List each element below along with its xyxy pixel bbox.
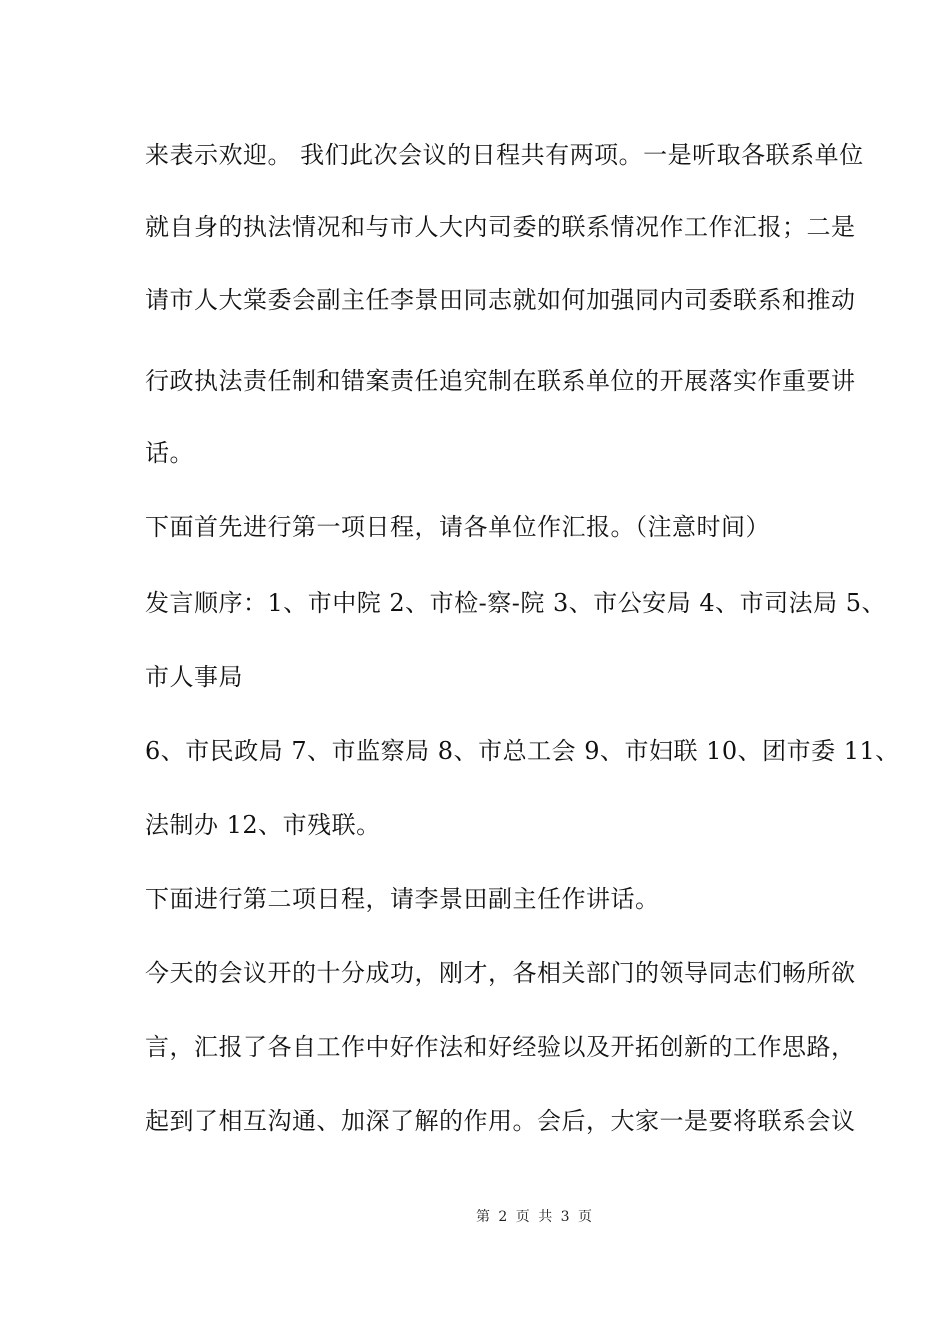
paragraph-line: 下面首先进行第一项日程，请各单位作汇报。（注意时间）	[145, 513, 770, 541]
paragraph-line: 行政执法责任制和错案责任追究制在联系单位的开展落实作重要讲	[145, 367, 856, 395]
paragraph-line: 请市人大棠委会副主任李景田同志就如何加强同内司委联系和推动	[145, 286, 856, 314]
paragraph-line: 起到了相互沟通、加深了解的作用。会后，大家一是要将联系会议	[145, 1107, 856, 1135]
paragraph-line: 法制办 12、市残联。	[145, 811, 381, 839]
paragraph-line: 话。	[145, 439, 194, 467]
paragraph-line: 来表示欢迎。 我们此次会议的日程共有两项。一是听取各联系单位	[145, 141, 864, 169]
page-number-footer: 第 2 页 共 3 页	[475, 1209, 595, 1225]
paragraph-line: 今天的会议开的十分成功，刚才，各相关部门的领导同志们畅所欲	[145, 959, 856, 987]
paragraph-line: 言，汇报了各自工作中好作法和好经验以及开拓创新的工作思路，	[145, 1033, 856, 1061]
paragraph-line: 市人事局	[145, 663, 243, 691]
paragraph-line: 下面进行第二项日程，请李景田副主任作讲话。	[145, 885, 660, 913]
paragraph-line: 6、市民政局 7、市监察局 8、市总工会 9、市妇联 10、团市委 11、	[145, 737, 900, 765]
paragraph-line: 发言顺序：1、市中院 2、市检-察-院 3、市公安局 4、市司法局 5、	[145, 589, 887, 617]
paragraph-line: 就自身的执法情况和与市人大内司委的联系情况作工作汇报；二是	[145, 213, 856, 241]
